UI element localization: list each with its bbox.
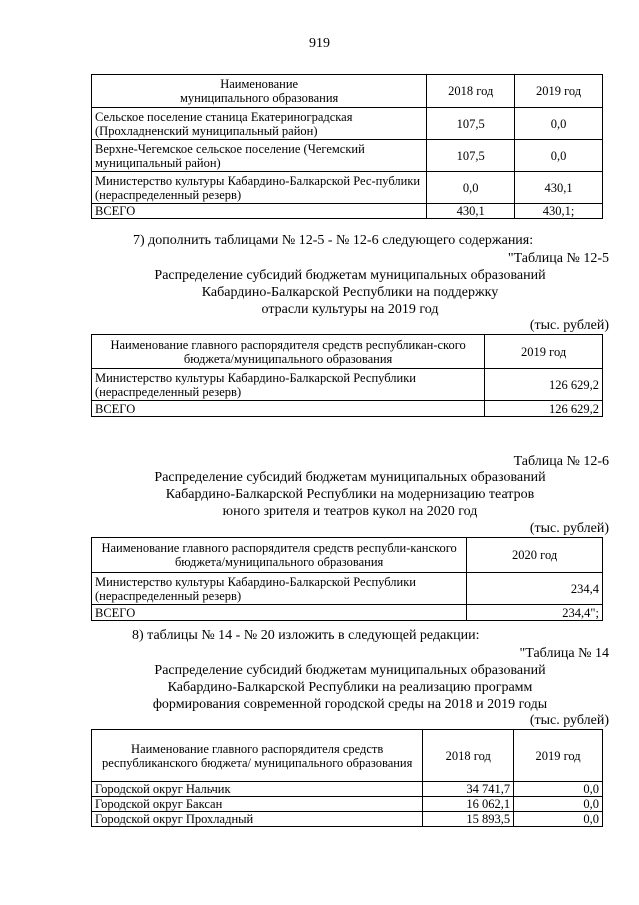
row-value-2020: 234,4 <box>467 573 603 605</box>
paragraph-7: 7) дополнить таблицами № 12-5 - № 12-6 следующего содержания: <box>133 233 534 248</box>
table-title-14 <box>50 662 639 713</box>
row-value-2019: 0,0 <box>514 812 603 827</box>
row-name: Министерство культуры Кабардино-Балкарской Республики (нераспределенный резерв) <box>92 573 467 605</box>
table-row <box>92 782 603 797</box>
paragraph-8: 8) таблицы № 14 - № 20 изложить в следующей редакции: <box>132 628 480 643</box>
table-row <box>92 172 603 204</box>
table-row <box>92 140 603 172</box>
row-name: Городской округ Нальчик <box>92 782 423 797</box>
column-header-2019: 2019 год <box>515 75 603 108</box>
column-header-name <box>92 75 427 108</box>
row-value-2018: 34 741,7 <box>423 782 514 797</box>
unit-label: (тыс. рублей) <box>529 318 609 333</box>
total-value-2019: 430,1; <box>515 204 603 219</box>
column-header-2018: 2018 год <box>423 730 514 782</box>
column-header-2018: 2018 год <box>427 75 515 108</box>
table-row <box>92 797 603 812</box>
row-name: Городской округ Баксан <box>92 797 423 812</box>
row-name: Верхне-Чегемское сельское поселение (Чегемский муниципальный район) <box>92 140 427 172</box>
table-row <box>92 573 603 605</box>
row-name: Министерство культуры Кабардино-Балкарской Рес-публики (нераспределенный резерв) <box>92 172 427 204</box>
title-line: отрасли культуры на 2019 год <box>261 302 439 317</box>
page-number: 919 <box>309 36 330 51</box>
table-row <box>92 108 603 140</box>
title-line: юного зрителя и театров кукол на 2020 год <box>222 504 478 519</box>
row-value-2019: 0,0 <box>515 108 603 140</box>
table-row <box>92 369 603 401</box>
table-title-12-5 <box>60 267 639 318</box>
row-name: Министерство культуры Кабардино-Балкарской Республики (нераспределенный резерв) <box>92 369 485 401</box>
column-header-2019: 2019 год <box>514 730 603 782</box>
table-row <box>92 812 603 827</box>
total-row <box>92 401 603 417</box>
table-12-5 <box>91 334 603 417</box>
total-label: ВСЕГО <box>92 204 427 219</box>
title-line: Распределение субсидий бюджетам муниципальных образований <box>154 470 546 485</box>
row-value-2019: 0,0 <box>514 797 603 812</box>
table-12-4-continuation <box>91 74 603 219</box>
row-value-2019: 0,0 <box>515 140 603 172</box>
table-14 <box>91 729 603 827</box>
row-value-2018: 15 893,5 <box>423 812 514 827</box>
row-value-2018: 0,0 <box>427 172 515 204</box>
row-value-2018: 107,5 <box>427 108 515 140</box>
table-label-12-5: "Таблица № 12-5 <box>507 251 609 266</box>
unit-label: (тыс. рублей) <box>529 713 609 728</box>
unit-label: (тыс. рублей) <box>529 521 609 536</box>
row-name: Городской округ Прохладный <box>92 812 423 827</box>
title-line: Распределение субсидий бюджетам муниципальных образований <box>154 663 546 678</box>
column-header-name: Наименование главного распорядителя средств республи-канского бюджета/муниципального образования <box>92 538 467 573</box>
total-value-2019: 126 629,2 <box>485 401 603 417</box>
row-value-2018: 107,5 <box>427 140 515 172</box>
column-header-name: Наименование главного распорядителя средств республиканского бюджета/ муниципального образования <box>92 730 423 782</box>
table-label-12-6: Таблица № 12-6 <box>513 454 609 469</box>
total-label: ВСЕГО <box>92 605 467 621</box>
total-row <box>92 605 603 621</box>
column-header-2020: 2020 год <box>467 538 603 573</box>
row-value-2019: 430,1 <box>515 172 603 204</box>
title-line: Распределение субсидий бюджетам муниципальных образований <box>154 268 546 283</box>
row-value-2019: 126 629,2 <box>485 369 603 401</box>
title-line: Кабардино-Балкарской Республики на поддержку <box>201 285 499 300</box>
row-value-2018: 16 062,1 <box>423 797 514 812</box>
row-value-2019: 0,0 <box>514 782 603 797</box>
title-line: формирования современной городской среды на 2018 и 2019 годы <box>152 697 548 712</box>
total-label: ВСЕГО <box>92 401 485 417</box>
column-header-2019: 2019 год <box>485 335 603 369</box>
total-value-2018: 430,1 <box>427 204 515 219</box>
header-line: муниципального образования <box>180 91 339 105</box>
total-row <box>92 204 603 219</box>
title-line: Кабардино-Балкарской Республики на реализацию программ <box>167 680 533 695</box>
table-title-12-6 <box>60 469 639 520</box>
column-header-name: Наименование главного распорядителя средств республикан-ского бюджета/муниципального образования <box>92 335 485 369</box>
row-name: Сельское поселение станица Екатериноградская (Прохладненский муниципальный район) <box>92 108 427 140</box>
table-label-14: "Таблица № 14 <box>519 646 609 661</box>
header-line: Наименование <box>220 77 299 91</box>
total-value-2020: 234,4"; <box>467 605 603 621</box>
table-12-6 <box>91 537 603 621</box>
title-line: Кабардино-Балкарской Республики на модернизацию театров <box>165 487 535 502</box>
